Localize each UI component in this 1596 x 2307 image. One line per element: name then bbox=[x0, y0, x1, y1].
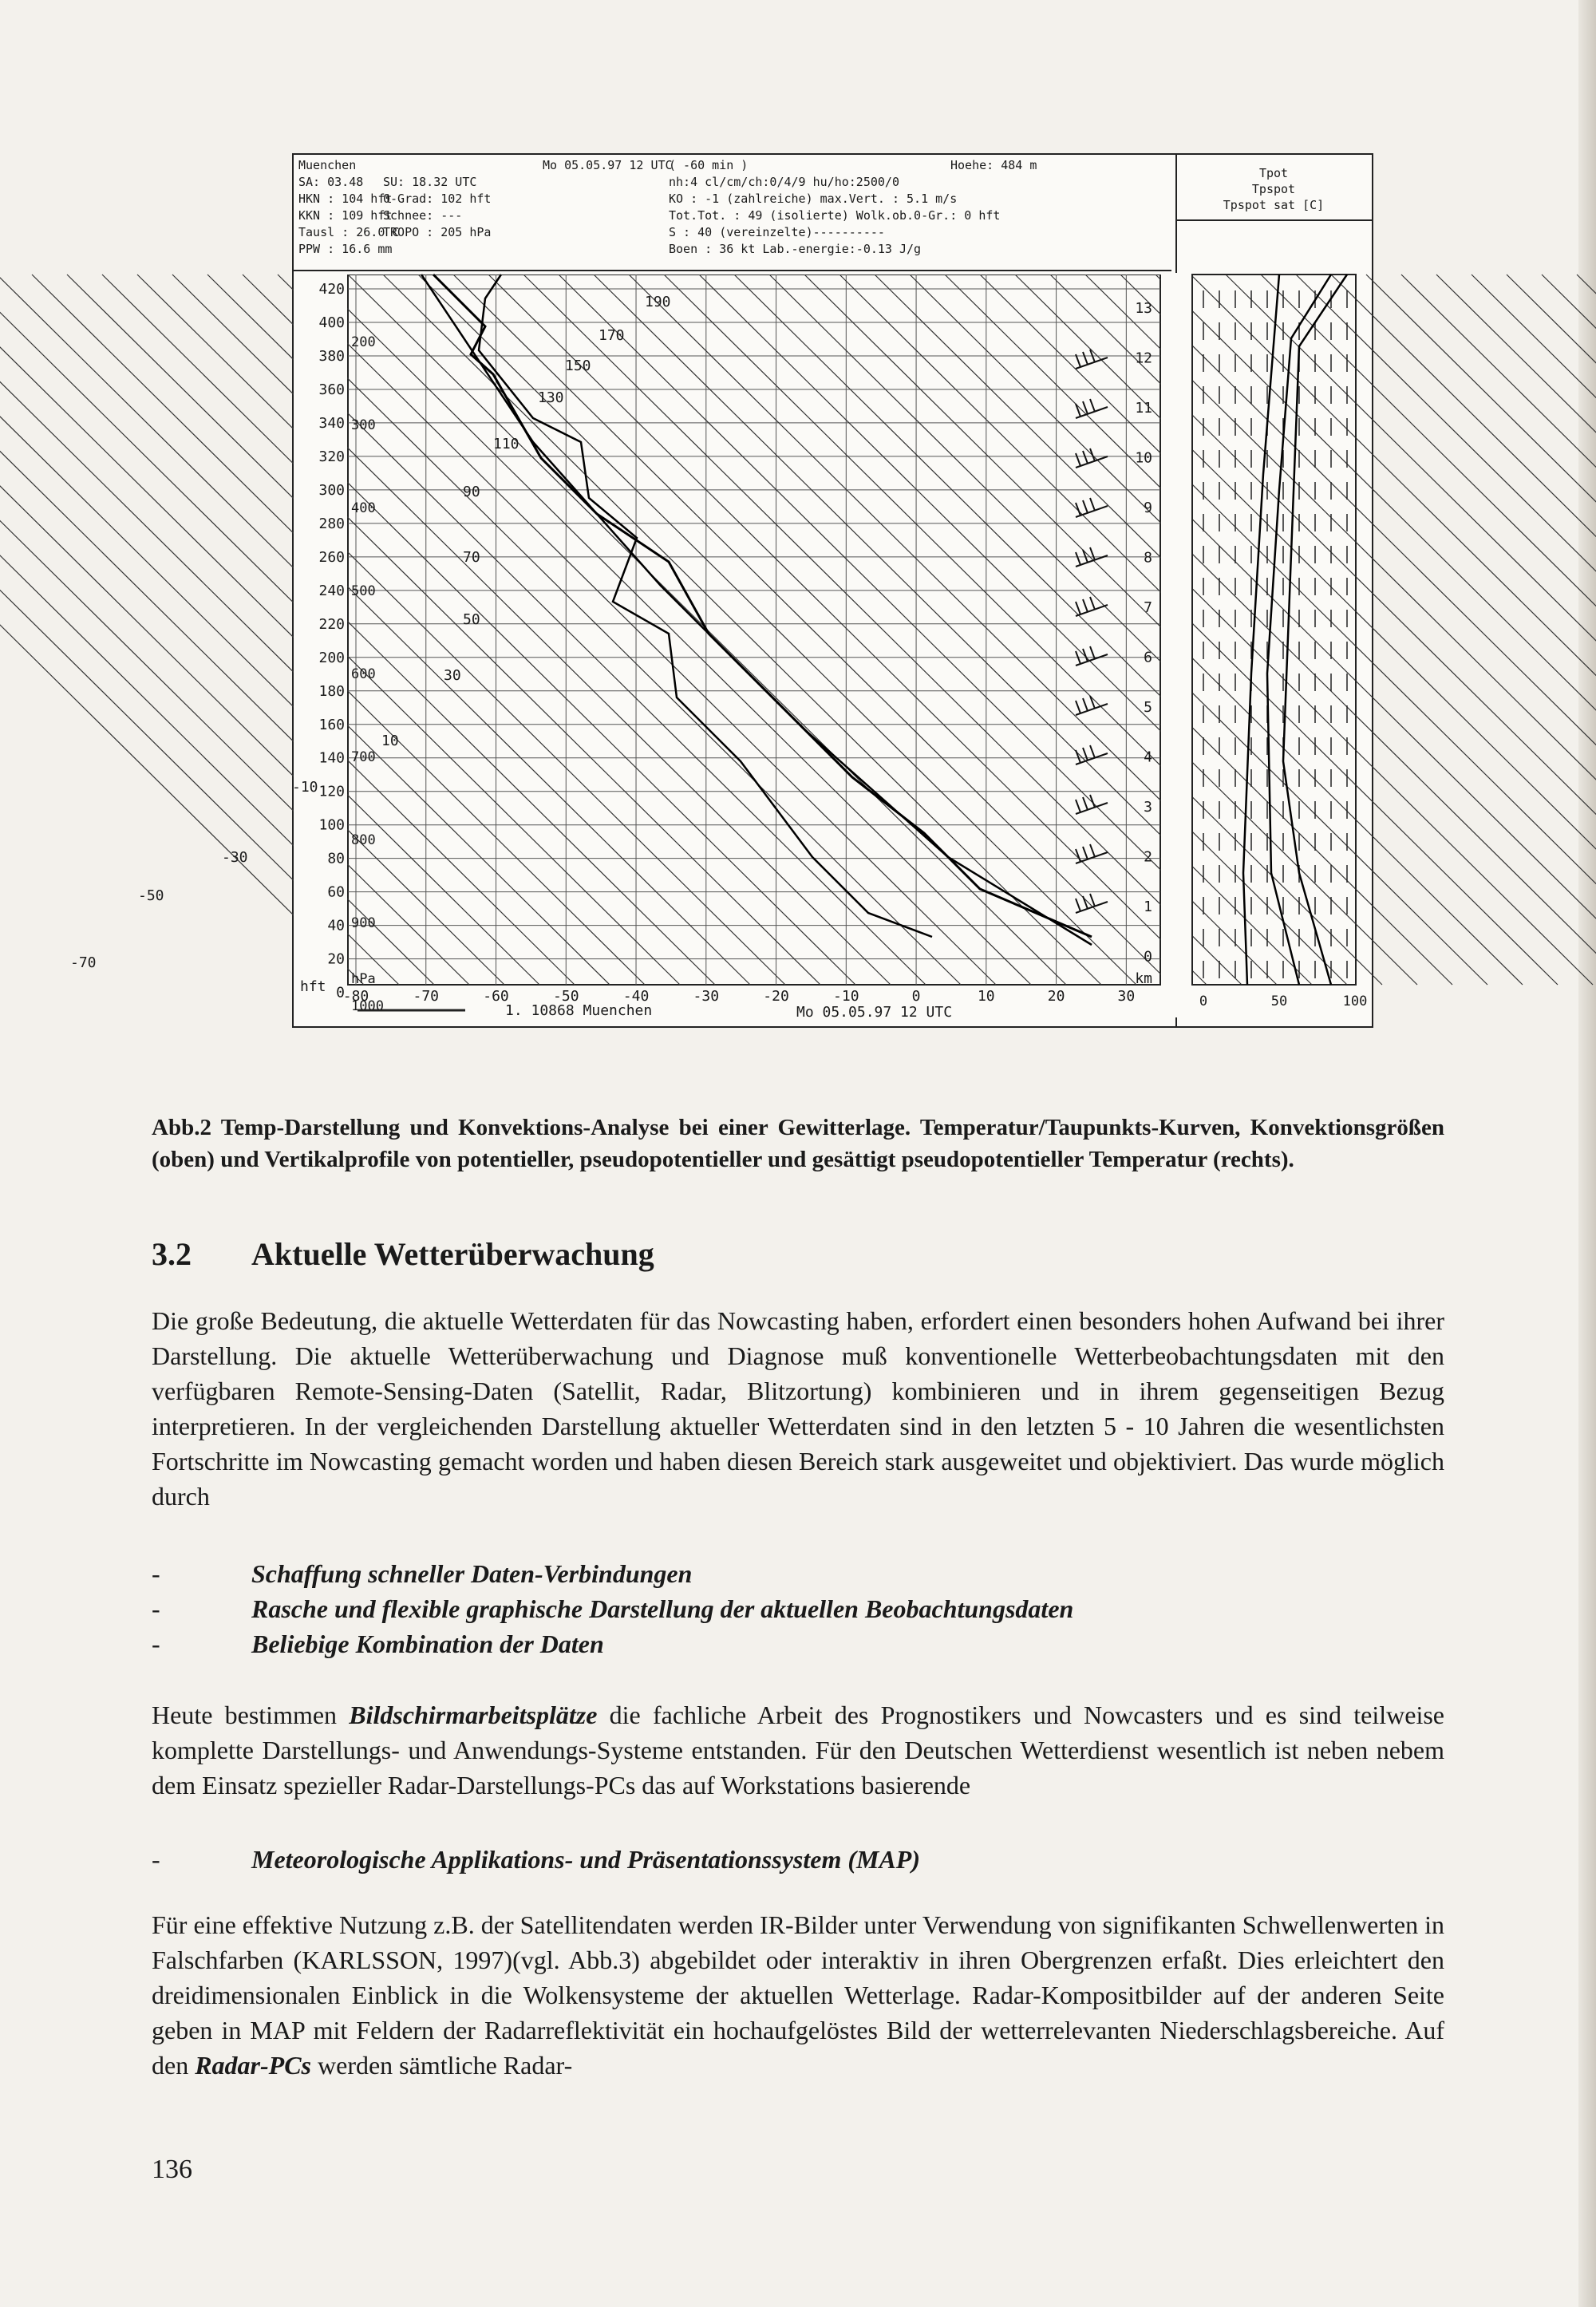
height-tick: 360 bbox=[318, 381, 345, 398]
wind-barb-feather bbox=[1083, 698, 1088, 711]
diagonal-line bbox=[172, 275, 891, 985]
wind-barb-feather bbox=[1083, 599, 1088, 612]
emphasis: Radar-PCs bbox=[195, 2051, 311, 2080]
wind-barb-feather bbox=[1076, 453, 1080, 466]
diagonal-line bbox=[1226, 275, 1596, 985]
temperature-tick: -70 bbox=[413, 988, 440, 1005]
height-tick: 40 bbox=[327, 917, 345, 934]
header-date: Mo 05.05.97 12 UTC bbox=[543, 158, 673, 172]
diagonal-line bbox=[1436, 275, 1596, 985]
diagonal-line bbox=[313, 275, 1031, 985]
km-tick: 1 bbox=[1144, 899, 1152, 915]
wind-barbs bbox=[1076, 350, 1108, 913]
isotherm-label: 150 bbox=[565, 358, 591, 374]
wind-barb-feather bbox=[1076, 701, 1080, 713]
figure-caption bbox=[152, 1112, 1444, 1175]
temperature-tick: 0 bbox=[911, 988, 921, 1005]
wind-barb-feather bbox=[1076, 750, 1080, 763]
header-mid bbox=[669, 158, 1000, 256]
paragraph-2: Heute bestimmen Bildschirmarbeitsplätze die fachliche Arbeit des Prognostikers und Nowcasters und es sind teilweise komplette Darstellungs- und Anwendungs-Systeme entstanden. Für den Deutschen Wetterdienst wesentlich ist neben nebem dem Einsatz spezieller Radar-Darstellungs-PCs das auf Workstations basierende bbox=[152, 1701, 1445, 1799]
km-axis bbox=[1135, 300, 1152, 987]
km-tick: 13 bbox=[1135, 300, 1152, 317]
header-field: KO : -1 (zahlreiche) max.Vert. : 5.1 m/s bbox=[669, 192, 958, 206]
right-panel-header bbox=[1223, 166, 1324, 212]
pressure-label: 900 bbox=[351, 915, 376, 931]
diagonal-line bbox=[1366, 275, 1596, 985]
km-tick: 8 bbox=[1144, 549, 1152, 567]
header-field: nh:4 cl/cm/ch:0/4/9 hu/ho:2500/0 bbox=[669, 175, 899, 189]
diagonal-line bbox=[0, 275, 575, 985]
temperature-tick: -10 bbox=[833, 988, 859, 1005]
header-field: Schnee: --- bbox=[383, 208, 463, 223]
wind-barb-feather bbox=[1090, 448, 1095, 461]
isotherm-label: -70 bbox=[70, 954, 97, 971]
temperature-tick: 30 bbox=[1117, 988, 1136, 1005]
right-panel-title: Tpspot bbox=[1251, 182, 1296, 196]
isotherm-label: 30 bbox=[444, 667, 461, 684]
temperature-tick: -60 bbox=[483, 988, 509, 1005]
header-field: SU: 18.32 UTC bbox=[383, 175, 477, 189]
diagonal-line bbox=[0, 275, 715, 985]
wind-barb-feather bbox=[1076, 899, 1080, 911]
wind-barb-feather bbox=[1083, 352, 1088, 365]
km-tick: 7 bbox=[1144, 599, 1152, 616]
page-edge bbox=[1578, 0, 1596, 2307]
height-tick: 400 bbox=[318, 314, 345, 331]
height-tick: 160 bbox=[318, 716, 345, 733]
diagonal-line bbox=[769, 275, 1487, 985]
isotherm-label: 190 bbox=[645, 294, 671, 310]
diagonal-line bbox=[629, 275, 1347, 985]
diagonal-line bbox=[418, 275, 1136, 985]
wind-barb-feather bbox=[1076, 552, 1080, 565]
height-tick: 200 bbox=[318, 649, 345, 666]
section-title: Aktuelle Wetterüberwachung bbox=[251, 1236, 654, 1272]
height-tick: 240 bbox=[318, 582, 345, 599]
diagonal-line bbox=[839, 275, 1558, 985]
diagonal-line bbox=[0, 275, 539, 985]
diagonal-line bbox=[453, 275, 1171, 985]
diagonal-line bbox=[102, 275, 820, 985]
pressure-label: 300 bbox=[351, 417, 376, 433]
height-tick: 180 bbox=[318, 682, 345, 700]
mask bbox=[294, 271, 1171, 275]
diagonal-line bbox=[32, 275, 750, 985]
footer-left: 1. 10868 Muenchen bbox=[505, 1002, 653, 1019]
isotherm-label: -10 bbox=[292, 779, 318, 796]
temperature-tick: -20 bbox=[763, 988, 789, 1005]
diagonal-line bbox=[910, 275, 1596, 985]
diagonal-line bbox=[488, 275, 1207, 985]
wind-barb-feather bbox=[1090, 498, 1095, 511]
skewt-figure bbox=[70, 153, 1373, 1028]
isotherm-label: 10 bbox=[381, 733, 399, 749]
height-unit: hft bbox=[300, 978, 326, 995]
bullet-item: - Rasche und flexible graphische Darstellung der aktuellen Beobachtungsdaten bbox=[152, 1594, 1074, 1623]
section-heading bbox=[152, 1235, 654, 1273]
plot-frame bbox=[348, 275, 1160, 985]
pressure-unit: hPa bbox=[351, 971, 376, 987]
pressure-label: 700 bbox=[351, 749, 376, 765]
header-hoehe: Hoehe: 484 m bbox=[950, 158, 1037, 172]
potential-temperature-profiles bbox=[1203, 275, 1347, 985]
isotherm-label: 110 bbox=[493, 436, 519, 452]
pressure-label: 200 bbox=[351, 334, 376, 350]
km-tick: 0 bbox=[1144, 948, 1152, 966]
pressure-label: 600 bbox=[351, 666, 376, 682]
diagonal-line bbox=[1401, 275, 1596, 985]
pressure-label: 400 bbox=[351, 500, 376, 516]
dewpoint-curve bbox=[479, 275, 932, 937]
diagonal-line bbox=[0, 275, 434, 985]
isotherm-label: 90 bbox=[463, 484, 480, 500]
header-field: 0-Grad: 102 hft bbox=[383, 192, 492, 206]
height-tick: 340 bbox=[318, 414, 345, 432]
km-tick: 4 bbox=[1144, 749, 1152, 766]
km-tick: 10 bbox=[1135, 449, 1152, 467]
diagonal-line bbox=[1156, 275, 1596, 985]
diagonal-line bbox=[699, 275, 1417, 985]
height-tick: 220 bbox=[318, 615, 345, 633]
section-number: 3.2 bbox=[152, 1236, 192, 1272]
height-tick: 0 bbox=[336, 984, 345, 1001]
temperature-tick: 10 bbox=[977, 988, 995, 1005]
temperature-tick: -80 bbox=[342, 988, 369, 1005]
header-field: HKN : 104 hft bbox=[298, 192, 393, 206]
wind-barb-feather bbox=[1083, 451, 1088, 464]
height-tick: 80 bbox=[327, 850, 345, 867]
header-field: ( -60 min ) bbox=[669, 158, 749, 172]
right-x-tick: 0 bbox=[1199, 994, 1208, 1009]
caption-text: Temp-Darstellung und Konvektions-Analyse bei einer Gewitterlage. Temperatur/Taupunkts-Kurven, Konvektionsgrößen (oben) und Vertikalprofile von potentieller, pseudopotentieller und gesättigt pseudopotentieller Temperatur (rechts). bbox=[152, 1115, 1444, 1172]
emphasis: Bildschirmarbeitsplätze bbox=[349, 1701, 598, 1729]
diagonal-line bbox=[664, 275, 1382, 985]
bullet-list-1 bbox=[152, 1556, 1444, 1661]
isotherm-label: 170 bbox=[598, 327, 625, 344]
right-x-tick: 100 bbox=[1342, 994, 1368, 1009]
height-tick: 380 bbox=[318, 347, 345, 365]
height-tick: 420 bbox=[318, 281, 345, 298]
bullet-item: - Beliebige Kombination der Daten bbox=[152, 1630, 604, 1658]
right-x-tick: 50 bbox=[1270, 994, 1288, 1009]
height-tick: 140 bbox=[318, 749, 345, 767]
header-field: KKN : 109 hft bbox=[298, 208, 393, 223]
temperature-tick: -40 bbox=[622, 988, 650, 1005]
bullet-item: - Schaffung schneller Daten-Verbindungen bbox=[152, 1559, 693, 1588]
km-tick: 5 bbox=[1144, 699, 1152, 716]
temperature-tick: 20 bbox=[1047, 988, 1065, 1005]
diagonal-line bbox=[1296, 275, 1596, 985]
wind-barb-feather bbox=[1083, 847, 1088, 859]
footer-right: Mo 05.05.97 12 UTC bbox=[796, 1004, 953, 1021]
km-tick: 11 bbox=[1135, 400, 1152, 417]
caption-label: Abb.2 bbox=[152, 1115, 211, 1140]
mask bbox=[1161, 273, 1191, 986]
isotherm-label: 70 bbox=[463, 549, 480, 566]
wind-barb-feather bbox=[1083, 500, 1088, 513]
header-field: PPW : 16.6 mm bbox=[298, 242, 393, 256]
paragraph-3: Für eine effektive Nutzung z.B. der Satellitendaten werden IR-Bilder unter Verwendung von signifikanten Schwellenwerten in Falschfarben (KARLSSON, 1997)(vgl. Abb.3) abgebildet oder interaktiv in ihren Obergrenzen erfaßt. Dies erleichtert den dreidimensionalen Einblick in die Wolkensysteme der aktuellen Wetterlage. Radar-Kompositbilder auf der anderen Seite geben in MAP mit Feldern der Radarreflektivität ein hochaufgelöstes Bild der wetterrelevanten Niederschlagsbereiche. Auf den Radar-PCs werden sämtliche Radar- bbox=[152, 1910, 1444, 2080]
header-field: Muenchen bbox=[298, 158, 357, 172]
isotherm-label: -50 bbox=[138, 887, 164, 904]
pressure-label: 1000 bbox=[351, 998, 384, 1014]
header-field: TROPO : 205 hPa bbox=[383, 225, 492, 239]
wind-barb-feather bbox=[1090, 597, 1095, 610]
temperature-tick: -50 bbox=[553, 988, 579, 1005]
diagonal-line bbox=[0, 275, 469, 985]
bullet-list-2 bbox=[152, 1842, 1444, 1877]
header-field: Tausl : 26.0 C bbox=[298, 225, 400, 239]
pressure-label: 500 bbox=[351, 583, 376, 599]
right-panel-title: Tpot bbox=[1258, 166, 1289, 180]
right-panel-title: Tpspot sat [C] bbox=[1223, 198, 1325, 212]
diagonal-line bbox=[243, 275, 961, 985]
pressure-label: 800 bbox=[351, 832, 376, 848]
height-tick: 260 bbox=[318, 548, 345, 566]
wind-barb-feather bbox=[1083, 896, 1088, 909]
header-field: Tot.Tot. : 49 (isolierte) Wolk.ob.0-Gr.: 0 hft bbox=[669, 208, 1001, 223]
right-x-axis bbox=[1199, 994, 1367, 1009]
isotherm-label: -30 bbox=[222, 849, 248, 866]
km-tick: 6 bbox=[1144, 649, 1152, 666]
diagonal-line bbox=[523, 275, 1242, 985]
isotherm-label: 130 bbox=[538, 389, 564, 406]
page-number: 136 bbox=[152, 2155, 192, 2184]
km-tick: 12 bbox=[1135, 350, 1152, 367]
km-tick: 9 bbox=[1144, 500, 1152, 516]
height-tick: 280 bbox=[318, 515, 345, 532]
temperature-tick: -30 bbox=[693, 988, 720, 1005]
header-field: Boen : 36 kt Lab.-energie:-0.13 J/g bbox=[669, 242, 922, 256]
isotherm-label: 50 bbox=[463, 611, 480, 628]
height-tick: 300 bbox=[318, 481, 345, 499]
height-tick: 20 bbox=[327, 950, 345, 968]
header-field: S : 40 (vereinzelte)---------- bbox=[669, 225, 885, 239]
height-tick: 60 bbox=[327, 883, 345, 901]
diagonal-line bbox=[1261, 275, 1596, 985]
wind-barb-feather bbox=[1090, 745, 1095, 758]
diagonal-line bbox=[734, 275, 1452, 985]
diagonal-line bbox=[278, 275, 996, 985]
header-left bbox=[298, 158, 491, 256]
km-tick: 3 bbox=[1144, 799, 1152, 816]
temperature-curve bbox=[433, 275, 1092, 937]
bullet-item: - Meteorologische Applikations- und Präsentationssystem (MAP) bbox=[152, 1845, 920, 1874]
height-tick: 120 bbox=[318, 783, 345, 800]
height-tick: 100 bbox=[318, 816, 345, 834]
skewt-diagram bbox=[70, 155, 1372, 1026]
km-unit: km bbox=[1135, 970, 1152, 987]
diagonal-line bbox=[1331, 275, 1596, 985]
wind-barb-feather bbox=[1076, 800, 1080, 812]
wind-barb-feather bbox=[1083, 797, 1088, 810]
diagonal-line bbox=[383, 275, 1101, 985]
paragraph-1: Die große Bedeutung, die aktuelle Wetterdaten für das Nowcasting haben, erfordert einen besonders hohen Aufwand bei ihrer Darstellung. Die aktuelle Wetterüberwachung und Diagnose muß konventionelle Wetterbeobachtungsdaten mit den verfügbaren Remote-Sensing-Daten (Satellit, Radar, Blitzortung) kombinieren und in ihrem gegenseitigen Bezug interpretieren. In der vergleichenden Darstellung aktueller Wetterdaten sind in den letzten 5 - 10 Jahren die wesentlichsten Fortschritte im Nowcasting gemacht worden und haben diesen Bereich stark ausgeweitet und objektiviert. Das wurde möglich durch bbox=[152, 1306, 1444, 1511]
header-field: SA: 03.48 bbox=[298, 175, 364, 189]
height-tick: 320 bbox=[318, 448, 345, 465]
diagonal-line bbox=[594, 275, 1312, 985]
wind-barb-feather bbox=[1090, 844, 1095, 857]
km-tick: 2 bbox=[1144, 848, 1152, 866]
wind-barb-feather bbox=[1090, 399, 1095, 412]
isotherm-labels bbox=[70, 294, 671, 971]
diagonal-line bbox=[1472, 275, 1596, 985]
